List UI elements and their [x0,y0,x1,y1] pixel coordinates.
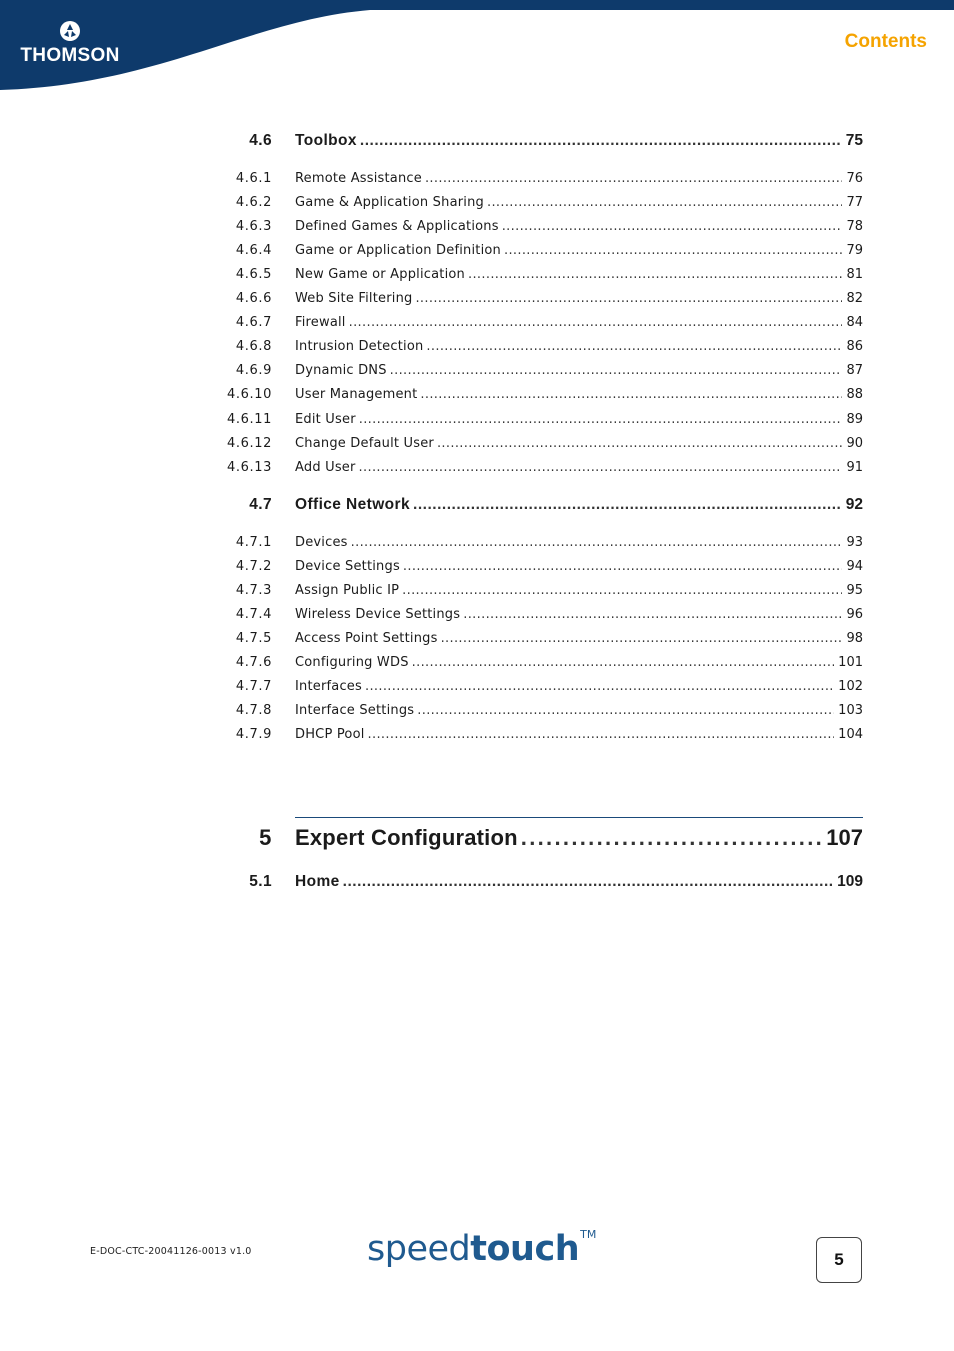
toc-entry-line [295,384,863,406]
toc-entry-number: 4.7.2 [235,559,272,574]
toc-entry-4-7-5[interactable] [0,628,954,650]
toc-entry-number: 4.7.4 [235,607,272,622]
toc-entry-page: 84 [846,315,863,330]
toc-entry-page: 96 [846,607,863,622]
toc-entry-number: 4.6.1 [235,171,272,186]
toc-entry-number: 4.7.7 [235,679,272,694]
toc-dot-leader [504,240,842,262]
toc-entry-number: 4.6.7 [235,315,272,330]
toc-dot-leader [359,457,843,479]
toc-entry-page: 81 [846,267,863,282]
toc-entry-line [295,494,863,516]
toc-entry-line [295,652,863,674]
toc-entry-title: Add User [295,460,356,475]
toc-dot-leader [502,216,843,238]
toc-entry-title: Game & Application Sharing [295,195,484,210]
toc-dot-leader [463,604,842,626]
toc-entry-number: 4.6.11 [227,412,272,427]
toc-entry-title: Intrusion Detection [295,339,424,354]
toc-entry-4-7-7[interactable] [0,676,954,698]
toc-entry-number: 4.6.3 [235,219,272,234]
toc-entry-line [295,676,863,698]
toc-dot-leader [468,264,842,286]
toc-entry-5[interactable] [0,821,954,855]
toc-entry-line [295,821,863,855]
toc-entry-4-7-1[interactable] [0,532,954,554]
toc-entry-number: 4.6.2 [235,195,272,210]
toc-entry-line [295,288,863,310]
toc-dot-leader [412,652,835,674]
toc-entry-title: Change Default User [295,436,434,451]
toc-dot-leader [426,336,842,358]
thomson-logo [20,20,120,70]
toc-entry-page: 101 [838,655,863,670]
toc-entry-number: 4.7.3 [235,583,272,598]
toc-entry-4-6-13[interactable] [0,457,954,479]
toc-entry-4-6[interactable] [0,130,954,152]
toc-entry-page: 87 [846,363,863,378]
toc-entry-4-6-1[interactable] [0,168,954,190]
toc-entry-line [295,168,863,190]
toc-entry-4-6-8[interactable] [0,336,954,358]
toc-dot-leader [417,700,834,722]
toc-dot-leader [359,409,843,431]
toc-entry-line [295,724,863,746]
toc-dot-leader [415,288,842,310]
toc-entry-line [295,871,863,893]
toc-entry-line [295,433,863,455]
toc-entry-line [295,628,863,650]
toc-entry-number: 4.6.9 [235,363,272,378]
brand-bold-text: touch [470,1229,580,1269]
toc-entry-4-6-2[interactable] [0,192,954,214]
toc-entry-line [295,409,863,431]
toc-entry-title: Defined Games & Applications [295,219,499,234]
toc-dot-leader [368,724,835,746]
toc-dot-leader [365,676,834,698]
toc-entry-4-6-3[interactable] [0,216,954,238]
toc-entry-number: 4.7 [249,496,272,513]
toc-entry-number: 4.7.9 [235,727,272,742]
toc-dot-leader [521,821,823,855]
toc-entry-4-6-10[interactable] [0,384,954,406]
toc-dot-leader [413,494,842,516]
toc-entry-title: Wireless Device Settings [295,607,461,622]
toc-entry-4-6-6[interactable] [0,288,954,310]
toc-dot-leader [441,628,843,650]
toc-entry-title: Devices [295,535,348,550]
toc-dot-leader [402,580,842,602]
trademark-mark: TM [580,1228,597,1241]
toc-entry-page: 93 [846,535,863,550]
header-banner [0,0,954,100]
toc-entry-line [295,192,863,214]
brand-light-text: speed [367,1229,471,1269]
toc-dot-leader [349,312,843,334]
toc-entry-page: 92 [845,496,863,513]
toc-entry-title: Interfaces [295,679,362,694]
toc-entry-line [295,360,863,382]
toc-entry-title: Dynamic DNS [295,363,387,378]
toc-entry-4-6-9[interactable] [0,360,954,382]
toc-entry-5-1[interactable] [0,871,954,893]
toc-dot-leader [343,871,833,893]
toc-entry-4-7-8[interactable] [0,700,954,722]
toc-entry-4-7-6[interactable] [0,652,954,674]
toc-entry-4-6-11[interactable] [0,409,954,431]
toc-entry-title: Remote Assistance [295,171,422,186]
toc-entry-page: 82 [846,291,863,306]
toc-entry-4-6-4[interactable] [0,240,954,262]
toc-dot-leader [390,360,843,382]
toc-entry-4-7-4[interactable] [0,604,954,626]
page-number: 5 [816,1237,862,1283]
toc-entry-line [295,556,863,578]
toc-entry-page: 103 [838,703,863,718]
toc-entry-title: Firewall [295,315,346,330]
toc-entry-number: 4.6.5 [235,267,272,282]
toc-entry-page: 89 [846,412,863,427]
toc-entry-title: Web Site Filtering [295,291,413,306]
toc-entry-title: Interface Settings [295,703,415,718]
toc-entry-number: 4.6.6 [235,291,272,306]
toc-entry-number: 4.6.8 [235,339,272,354]
document-id: E-DOC-CTC-20041126-0013 v1.0 [90,1246,252,1257]
toc-entry-line [295,700,863,722]
toc-entry-page: 79 [846,243,863,258]
toc-entry-page: 78 [846,219,863,234]
toc-entry-title: Game or Application Definition [295,243,501,258]
toc-entry-title: Access Point Settings [295,631,438,646]
toc-entry-line [295,130,863,152]
toc-entry-page: 95 [846,583,863,598]
toc-entry-title: Home [295,873,340,890]
toc-entry-title: DHCP Pool [295,727,365,742]
toc-entry-page: 88 [846,387,863,402]
toc-entry-4-7-2[interactable] [0,556,954,578]
toc-entry-title: Device Settings [295,559,400,574]
toc-dot-leader [403,556,843,578]
brand-name: THOMSON [20,45,120,66]
thomson-logo-icon [59,20,81,42]
toc-dot-leader [487,192,842,214]
toc-entry-number: 4.7.5 [235,631,272,646]
toc-entry-number: 4.6.12 [227,436,272,451]
toc-entry-title: New Game or Application [295,267,465,282]
toc-entry-line [295,216,863,238]
toc-dot-leader [351,532,843,554]
toc-entry-page: 90 [846,436,863,451]
toc-entry-page: 91 [846,460,863,475]
toc-entry-number: 4.6 [249,132,272,149]
toc-entry-page: 77 [846,195,863,210]
toc-entry-number: 4.7.6 [235,655,272,670]
toc-entry-number: 4.6.13 [227,460,272,475]
toc-entry-number: 4.7.8 [235,703,272,718]
toc-entry-title: Edit User [295,412,356,427]
speedtouch-logo [367,1228,596,1272]
toc-entry-page: 109 [837,873,863,890]
toc-entry-number: 5.1 [249,873,272,890]
toc-entry-page: 104 [838,727,863,742]
toc-entry-title: Expert Configuration [295,825,518,850]
toc-entry-title: Toolbox [295,132,357,149]
toc-entry-page: 86 [846,339,863,354]
chapter-divider [295,817,863,818]
toc-entry-page: 107 [826,825,863,850]
toc-entry-line [295,312,863,334]
toc-entry-line [295,336,863,358]
toc-entry-page: 98 [846,631,863,646]
toc-entry-line [295,580,863,602]
page-section-title: Contents [844,31,927,52]
toc-entry-number: 4.7.1 [235,535,272,550]
toc-entry-4-7-9[interactable] [0,724,954,746]
toc-dot-leader [437,433,842,455]
toc-entry-line [295,457,863,479]
toc-entry-4-6-5[interactable] [0,264,954,286]
toc-entry-number: 4.6.10 [227,387,272,402]
toc-dot-leader [420,384,842,406]
toc-entry-line [295,264,863,286]
toc-entry-4-7[interactable] [0,494,954,516]
toc-entry-number: 5 [259,825,272,850]
toc-dot-leader [360,130,842,152]
toc-entry-title: User Management [295,387,418,402]
toc-entry-4-7-3[interactable] [0,580,954,602]
toc-entry-page: 75 [845,132,863,149]
toc-entry-line [295,240,863,262]
toc-entry-title: Office Network [295,496,410,513]
toc-entry-page: 102 [838,679,863,694]
toc-entry-title: Assign Public IP [295,583,400,598]
toc-entry-line [295,532,863,554]
toc-dot-leader [425,168,842,190]
toc-entry-4-6-12[interactable] [0,433,954,455]
toc-entry-line [295,604,863,626]
toc-entry-page: 94 [846,559,863,574]
toc-entry-title: Configuring WDS [295,655,409,670]
toc-entry-page: 76 [846,171,863,186]
toc-entry-4-6-7[interactable] [0,312,954,334]
toc-entry-number: 4.6.4 [235,243,272,258]
